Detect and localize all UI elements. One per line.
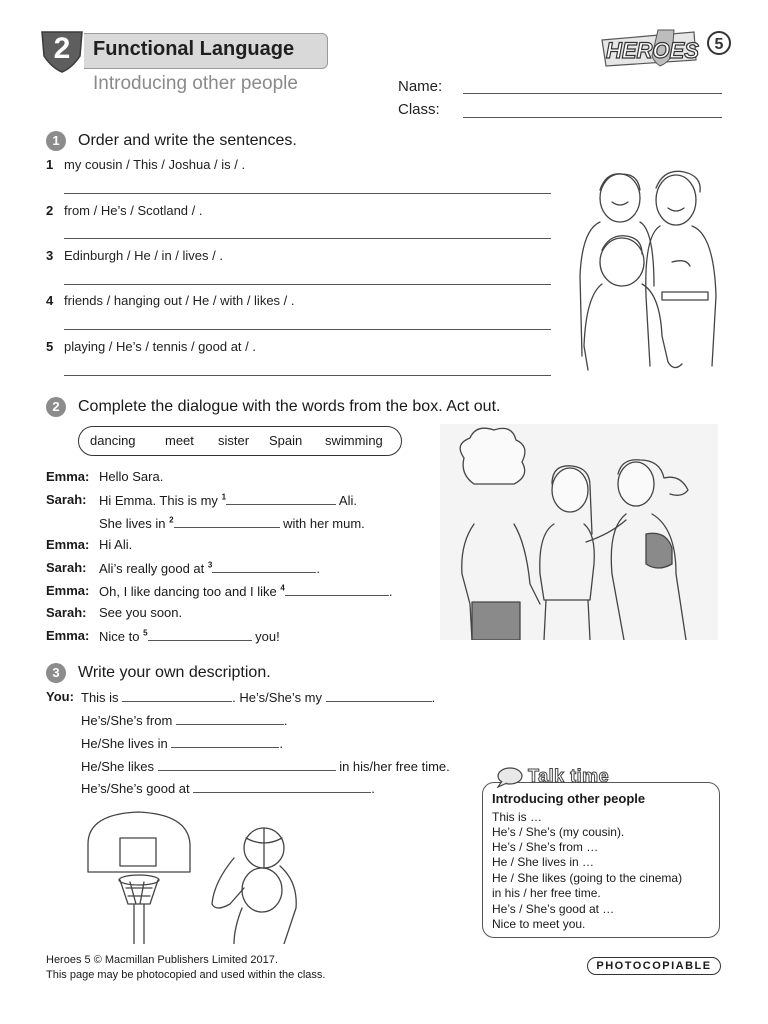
description-line: This is . He’s/She’s my .	[81, 690, 436, 705]
item-prompt: Edinburgh / He / in / lives / .	[64, 248, 223, 263]
answer-line[interactable]	[64, 284, 551, 285]
speaker-label: Emma:	[46, 583, 90, 598]
gap-blank[interactable]	[193, 780, 371, 793]
unit-number: 2	[53, 32, 71, 65]
boys-illustration-icon	[572, 166, 722, 372]
word-box-item: meet	[165, 433, 194, 448]
dialogue-line: See you soon.	[99, 605, 183, 620]
gap-blank[interactable]	[226, 492, 336, 505]
description-line: He’s/She’s from .	[81, 713, 288, 728]
exercise-3-number: 3	[46, 663, 66, 683]
item-number: 2	[46, 203, 54, 218]
dialogue-line: She lives in $^2$ with her mum.	[99, 515, 365, 531]
answer-line[interactable]	[64, 375, 551, 376]
answer-line[interactable]	[64, 329, 551, 330]
speaker-label: Emma:	[46, 469, 90, 484]
dialogue-line: Hi Ali.	[99, 537, 133, 552]
basketball-illustration-icon	[84, 808, 310, 944]
page-title: Functional Language	[93, 38, 295, 60]
gap-number: 1	[221, 492, 227, 502]
description-line: He/She likes in his/her free time.	[81, 759, 450, 774]
word-box-item: swimming	[325, 433, 383, 448]
exercise-2-title: Complete the dialogue with the words from the box. Act out.	[78, 398, 501, 415]
gap-blank[interactable]	[176, 712, 284, 725]
gap-blank[interactable]	[326, 689, 432, 702]
gap-blank[interactable]	[285, 583, 389, 596]
item-number: 5	[46, 339, 54, 354]
speaker-label: Emma:	[46, 628, 90, 643]
speaker-label: You:	[46, 689, 74, 704]
logo-text: HEROES	[606, 38, 699, 63]
item-prompt: friends / hanging out / He / with / likes / .	[64, 293, 295, 308]
talk-time-heading: Introducing other people	[492, 791, 646, 806]
girls-illustration-icon	[440, 424, 718, 640]
gap-blank[interactable]	[171, 735, 279, 748]
dialogue-line: Nice to $^5$ you!	[99, 628, 280, 644]
item-prompt: from / He’s / Scotland / .	[64, 203, 203, 218]
talk-time-line: This is …	[492, 810, 543, 824]
dialogue-line: Ali’s really good at $^3$ .	[99, 560, 320, 576]
talk-time-title: Talk time	[528, 766, 610, 786]
item-number: 3	[46, 248, 54, 263]
talk-time-line: in his / her free time.	[492, 886, 601, 900]
copyright-text: Heroes 5 © Macmillan Publishers Limited 2017.	[46, 954, 278, 966]
gap-blank[interactable]	[158, 758, 336, 771]
exercise-3-title: Write your own description.	[78, 664, 271, 681]
gap-blank[interactable]	[212, 560, 316, 573]
talk-time-line: Nice to meet you.	[492, 917, 586, 931]
word-box-item: Spain	[269, 433, 303, 448]
gap-blank[interactable]	[148, 628, 252, 641]
name-field[interactable]	[463, 93, 722, 94]
talk-time-line: He’s / She’s from …	[492, 840, 599, 854]
talk-time-line: He / She likes (going to the cinema)	[492, 871, 683, 885]
heroes-logo-icon	[598, 26, 734, 70]
photocopiable-badge: PHOTOCOPIABLE	[587, 957, 721, 975]
page-subtitle: Introducing other people	[93, 73, 298, 94]
talk-time-line: He’s / She’s (my cousin).	[492, 825, 625, 839]
class-label: Class:	[398, 101, 440, 118]
gap-number: 2	[169, 515, 174, 525]
gap-blank[interactable]	[122, 689, 232, 702]
dialogue-line: Hello Sara.	[99, 469, 164, 484]
dialogue-line: Oh, I like dancing too and I like $^4$ .	[99, 583, 393, 599]
description-line: He/She lives in .	[81, 736, 283, 751]
speaker-label: Sarah:	[46, 605, 87, 620]
answer-line[interactable]	[64, 193, 551, 194]
exercise-1-number: 1	[46, 131, 66, 151]
dialogue-line: Hi Emma. This is my $^1$ Ali.	[99, 492, 357, 508]
speech-bubble-icon	[494, 766, 524, 788]
description-line: He’s/She’s good at .	[81, 781, 375, 796]
gap-number: 3	[207, 560, 213, 570]
gap-number: 4	[280, 583, 285, 593]
item-prompt: my cousin / This / Joshua / is / .	[64, 157, 246, 172]
speaker-label: Sarah:	[46, 560, 87, 575]
class-field[interactable]	[463, 117, 722, 118]
speaker-label: Emma:	[46, 537, 90, 552]
item-prompt: playing / He’s / tennis / good at / .	[64, 339, 256, 354]
photocopy-notice: This page may be photocopied and used within the class.	[46, 969, 326, 981]
item-number: 1	[46, 157, 54, 172]
word-box-item: sister	[218, 433, 250, 448]
gap-blank[interactable]	[174, 515, 280, 528]
talk-time-line: He’s / She’s good at …	[492, 902, 615, 916]
exercise-2-number: 2	[46, 397, 66, 417]
speaker-label: Sarah:	[46, 492, 87, 507]
talk-time-line: He / She lives in …	[492, 855, 595, 869]
name-label: Name:	[398, 78, 443, 95]
logo-level: 5	[714, 36, 724, 53]
gap-number: 5	[143, 628, 148, 638]
answer-line[interactable]	[64, 238, 551, 239]
item-number: 4	[46, 293, 54, 308]
exercise-1-title: Order and write the sentences.	[78, 132, 297, 149]
word-box-item: dancing	[90, 433, 136, 448]
